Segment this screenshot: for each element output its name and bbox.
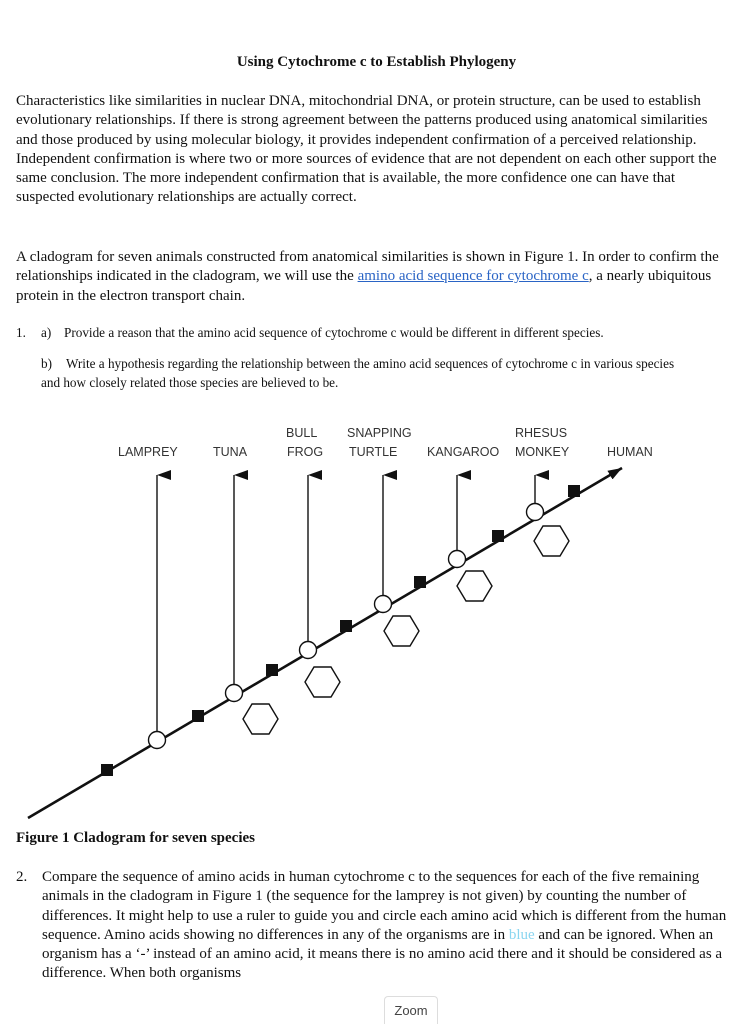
derived-trait-marker [340,620,352,632]
question-2-number: 2. [16,869,28,885]
question-2-text [42,868,732,984]
label-tuna: TUNA [213,445,248,459]
intro-paragraph: Characteristics like similarities in nuclear DNA, mitochondrial DNA, or protein structure, can be used to establish evolutionary relationships. If there is strong agreement between the patterns produced using anatomical similarities and those produced by using molecular biology, it provides independent confirmation of a perceived relationship. Independent confirmation is where two or more sources of evidence that are not dependent on each other support the same conclusion. The more independent confirmation that is available, the more confidence one can have that suspected evolutionary relationships are actually correct. [16,93,717,206]
label-kangaroo: KANGAROO [427,445,500,459]
cladogram-paragraph [16,248,728,306]
hexagon-icon [384,616,419,646]
cytochrome-c-link[interactable]: amino acid sequence for cytochrome c [357,268,589,285]
question-1b-text: Write a hypothesis regarding the relationship between the amino acid sequences of cytochrome c in various species and how closely related those species are believed to be. [41,356,675,390]
cladogram-paragraph-text: A cladogram for seven animals constructed from anatomical similarities is shown in Figure 1. In order to confirm the relationships indicated in the cladogram, we will use the [16,249,719,285]
question-1a-text: Provide a reason that the amino acid sequence of cytochrome c would be different in different species. [64,325,604,340]
zoom-button[interactable]: Zoom [384,996,438,1024]
blue-word: blue [508,926,535,943]
page-title: Using Cytochrome c to Establish Phylogeny [236,54,517,70]
derived-trait-marker [266,664,278,676]
node-circle [226,685,243,702]
hexagon-icon [534,526,569,556]
node-circle [449,551,466,568]
node-circle [149,732,166,749]
question-2-text-start: Compare the sequence of amino acids in human cytochrome c to the sequences for each of the five remaining animals in the cladogram in Figure 1 (the sequence for the lamprey is not given) by counting the number of differences. It might help to use a ruler to guide you and circle each amino acid which is different from the human sequence. Amino acids showing no differences in any of the organisms are in [42,869,727,943]
hexagon-icon [305,667,340,697]
label-monkey-line1: RHESUS [515,426,568,440]
node-circle [527,504,544,521]
question-1a-label: a) [41,325,52,340]
derived-trait-marker [414,576,426,588]
label-lamprey: LAMPREY [118,445,178,459]
question-2-text-end: and can be ignored. When an organism has a ‘-’ instead of an amino acid, it means there is no amino acid there and it should be considered as a difference. When both organisms [42,926,723,982]
question-1b-label: b) [41,356,52,371]
question-1-number: 1. [16,325,26,340]
figure-caption: Figure 1 Cladogram for seven species [16,830,255,846]
derived-trait-marker [192,710,204,722]
label-turtle-line2: TURTLE [349,445,398,459]
label-bullfrog-line2: FROG [287,445,324,459]
label-monkey-line2: MONKEY [515,445,570,459]
derived-trait-marker [568,485,580,497]
derived-trait-marker [492,530,504,542]
node-circle [375,596,392,613]
cladogram-paragraph-end: , a nearly ubiquitous protein in the electron transport chain. [16,268,712,304]
cladogram-figure [0,415,753,825]
derived-trait-marker [101,764,113,776]
label-bullfrog-line1: BULL [286,426,318,440]
hexagon-icon [457,571,492,601]
label-turtle-line1: SNAPPING [347,426,412,440]
hexagon-icon [243,704,278,734]
label-human: HUMAN [607,445,653,459]
node-circle [300,642,317,659]
